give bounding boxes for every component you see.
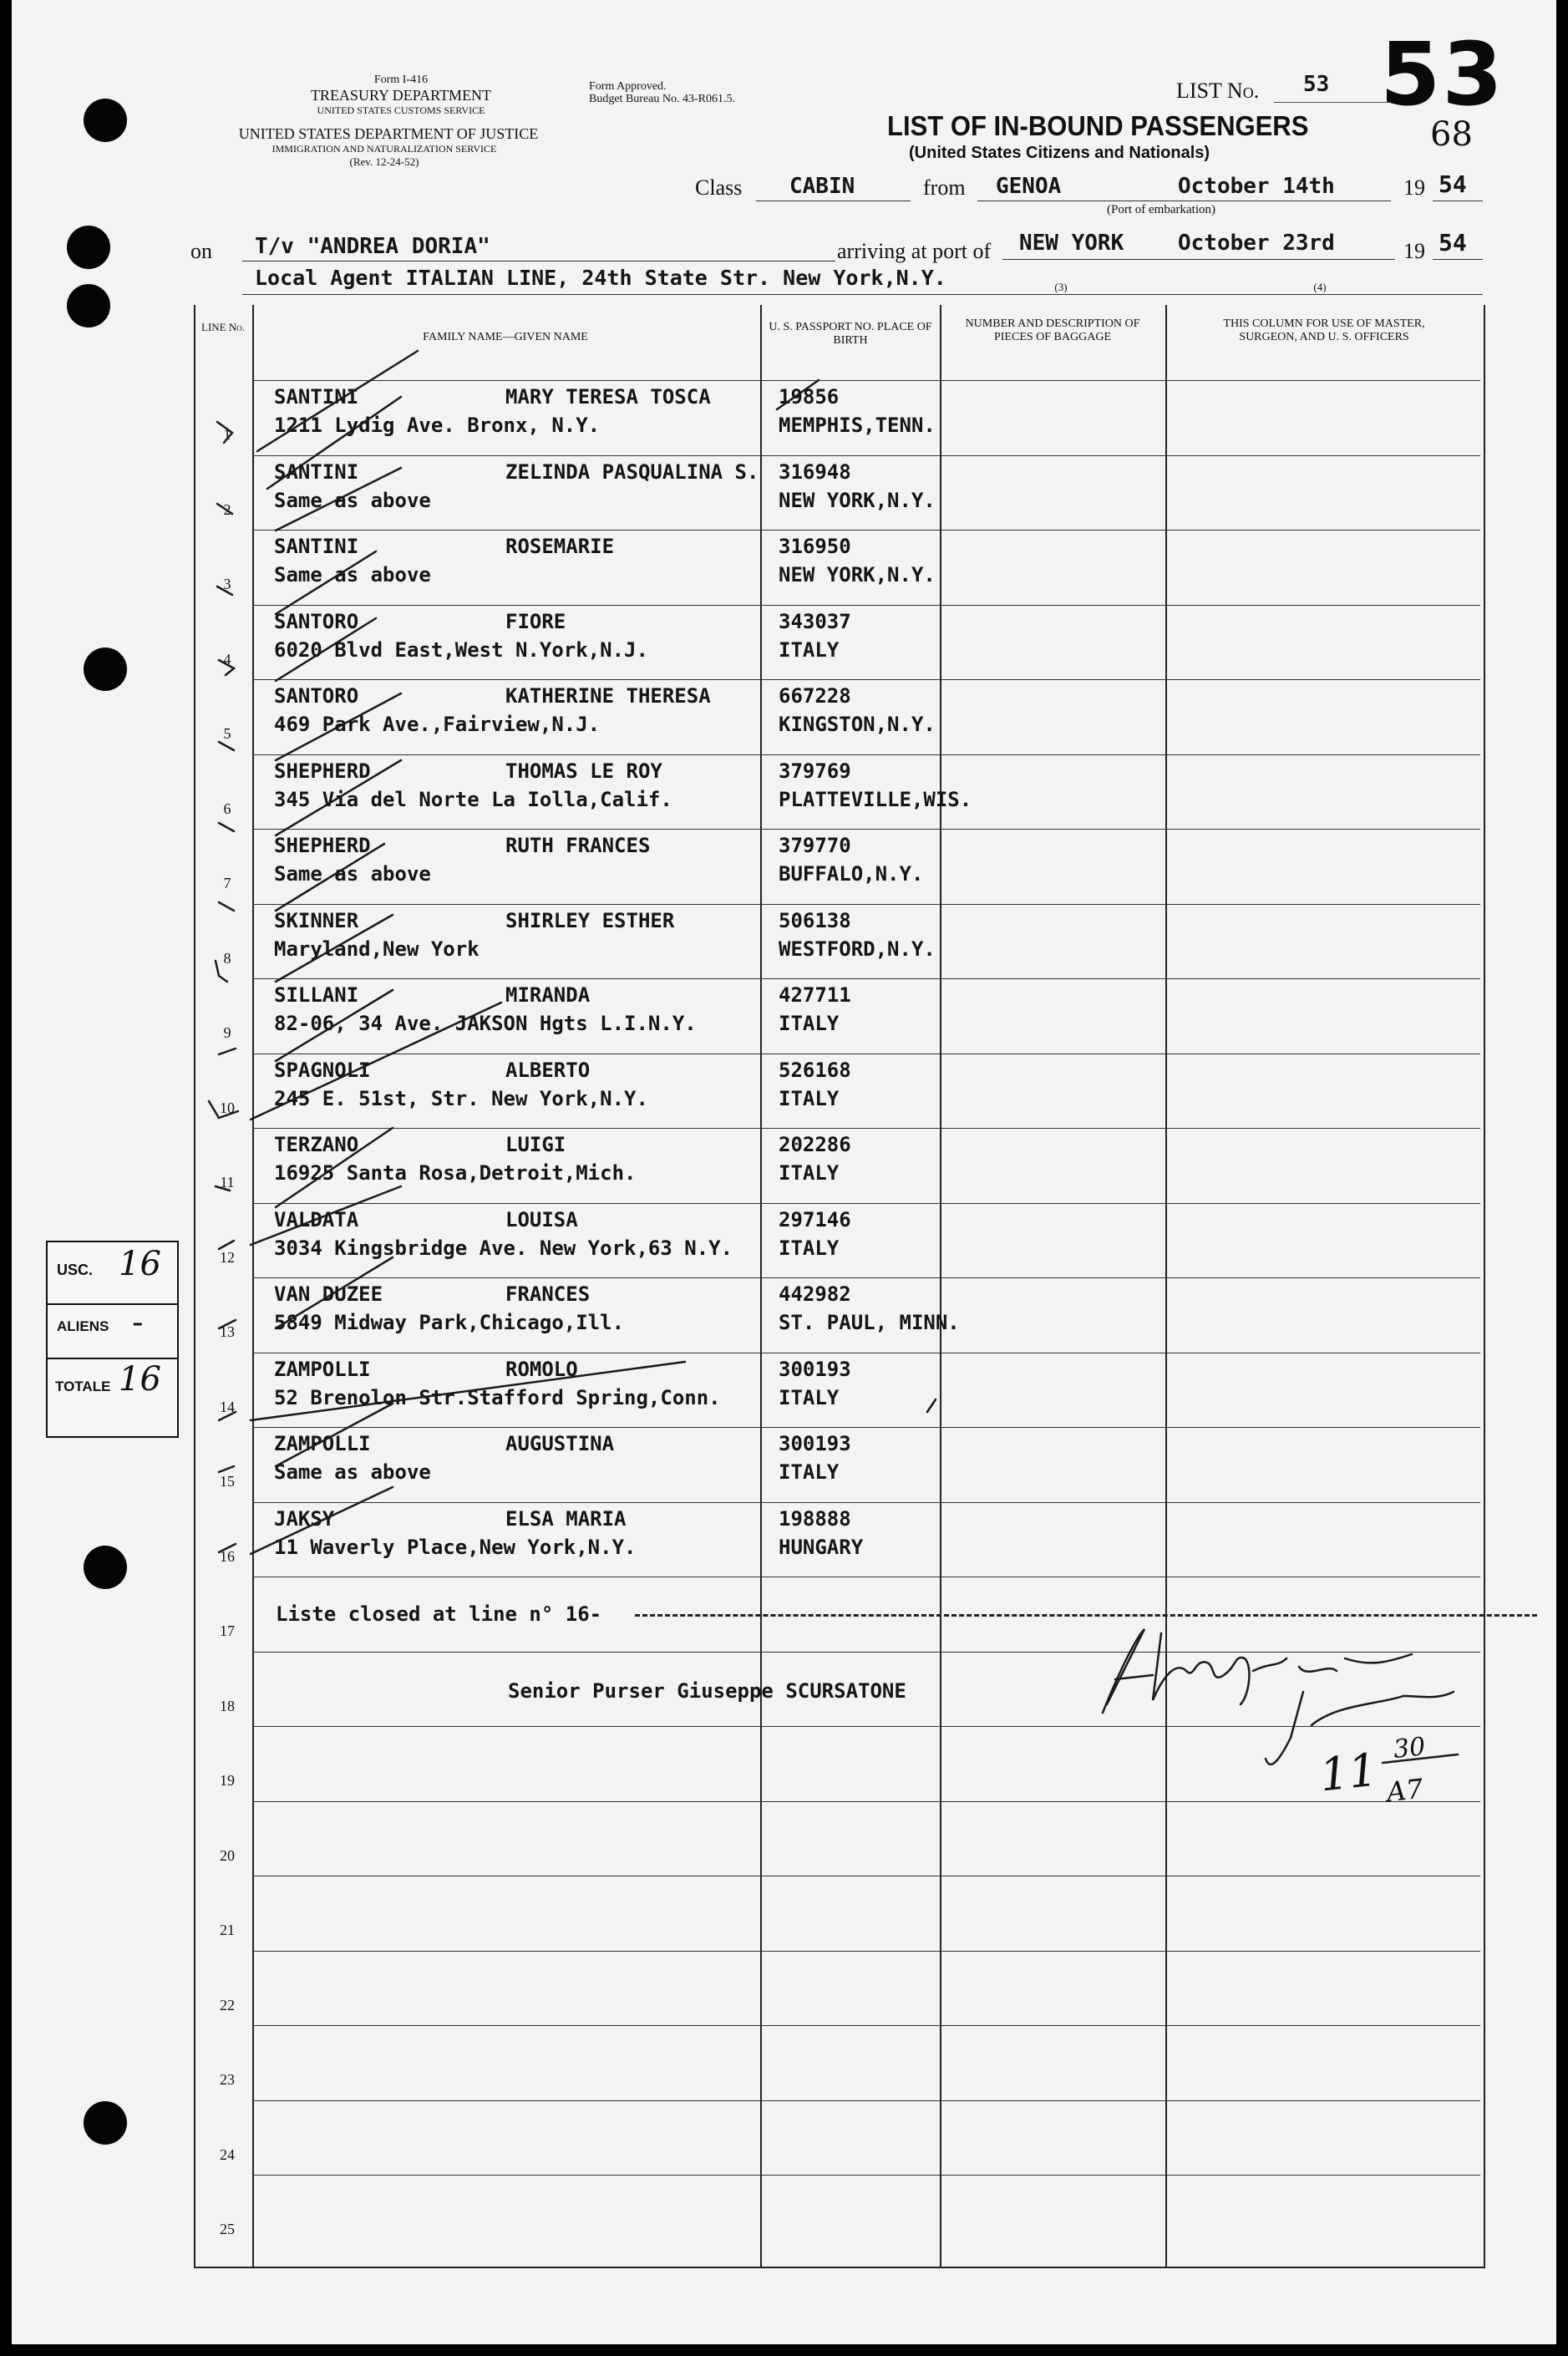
line-number: 11	[220, 1174, 235, 1191]
address: Same as above	[274, 1460, 431, 1484]
revision: (Rev. 12-24-52)	[349, 155, 419, 168]
col-header-officers: THIS COLUMN FOR USE OF MASTER, SURGEON, AND U. S. OFFICERS	[1223, 317, 1425, 343]
given-name: SHIRLEY ESTHER	[505, 908, 675, 932]
form-approved: Form Approved.	[589, 80, 667, 93]
place-of-birth: WESTFORD,N.Y.	[779, 937, 936, 961]
address: 3034 Kingsbridge Ave. New York,63 N.Y.	[274, 1236, 733, 1260]
given-name: ELSA MARIA	[505, 1506, 627, 1531]
customs-service: UNITED STATES CUSTOMS SERVICE	[317, 104, 485, 116]
passport-number: 427711	[779, 983, 851, 1007]
place-of-birth: MEMPHIS,TENN.	[779, 414, 936, 437]
footnote-4: (4)	[1313, 281, 1327, 293]
closing-dashes	[635, 1614, 1537, 1617]
given-name: ROMOLO	[505, 1357, 578, 1381]
address: Same as above	[274, 563, 431, 586]
family-name: TERZANO	[274, 1133, 359, 1156]
family-name: ZAMPOLLI	[274, 1432, 371, 1455]
embark-year: 54	[1439, 170, 1467, 198]
place-of-birth: HUNGARY	[779, 1535, 864, 1559]
senior-purser: Senior Purser Giuseppe SCURSATONE	[508, 1679, 906, 1703]
aliens-value: -	[132, 1303, 144, 1342]
line-number: 16	[220, 1547, 235, 1565]
passport-number: 202286	[779, 1133, 851, 1156]
address: 1211 Lydig Ave. Bronx, N.Y.	[274, 414, 601, 437]
page-title: LIST OF IN-BOUND PASSENGERS	[887, 110, 1309, 141]
address: Same as above	[274, 862, 431, 886]
aliens-label: ALIENS	[57, 1318, 109, 1334]
given-name: ROSEMARIE	[505, 535, 615, 558]
page-subtitle: (United States Citizens and Nationals)	[909, 144, 1210, 162]
family-name: SANTINI	[274, 460, 359, 484]
address: 52 Brenolon Str.Stafford Spring,Conn.	[274, 1385, 721, 1409]
list-no-value: 53	[1303, 72, 1330, 97]
line-number: 7	[223, 875, 231, 891]
usc-label: USC.	[57, 1262, 94, 1278]
given-name: FIORE	[505, 609, 566, 633]
family-name: SHEPHERD	[274, 834, 371, 857]
class-value: CABIN	[789, 174, 855, 199]
line-number: 22	[220, 1996, 235, 2013]
family-name: SANTINI	[274, 535, 359, 558]
given-name: KATHERINE THERESA	[505, 684, 711, 708]
arriving-label: arriving at port of	[837, 239, 992, 263]
on-label: on	[190, 239, 212, 263]
address: 345 Via del Norte La Iolla,Calif.	[274, 787, 672, 811]
family-name: VAN DUZEE	[274, 1282, 383, 1306]
embark-date: October 14th	[1178, 174, 1335, 199]
address: Same as above	[274, 488, 431, 512]
passport-number: 667228	[779, 684, 851, 708]
col-header-line-no: LINE No.	[201, 321, 245, 333]
passport-number: 379769	[779, 759, 851, 783]
punch-hole	[84, 2101, 127, 2145]
line-number: 20	[220, 1846, 235, 1864]
line-number: 18	[220, 1697, 235, 1714]
punch-hole	[84, 647, 127, 691]
address: 469 Park Ave.,Fairview,N.J.	[274, 713, 601, 736]
passport-number: 526168	[779, 1058, 851, 1082]
line-number: 1	[223, 426, 231, 443]
place-of-birth: NEW YORK,N.Y.	[779, 488, 936, 512]
passport-number: 297146	[779, 1207, 851, 1231]
passport-number: 343037	[779, 609, 851, 633]
arrival-year: 54	[1439, 229, 1467, 256]
col-header-name: FAMILY NAME—GIVEN NAME	[423, 331, 588, 343]
line-number: 10	[220, 1099, 235, 1116]
place-of-birth: PLATTEVILLE,WIS.	[779, 787, 972, 811]
line-number: 19	[220, 1772, 235, 1789]
from-label: from	[923, 175, 966, 200]
passport-number: 19856	[779, 385, 840, 409]
family-name: SANTORO	[274, 684, 359, 708]
usc-value: 16	[119, 1245, 161, 1283]
passport-number: 316950	[779, 535, 851, 558]
given-name: AUGUSTINA	[505, 1432, 615, 1455]
punch-hole	[67, 226, 110, 269]
line-number: 15	[220, 1473, 235, 1490]
passport-number: 316948	[779, 460, 851, 484]
local-agent-line: Local Agent ITALIAN LINE, 24th State Str. New York,N.Y.	[255, 266, 946, 290]
class-label: Class	[695, 175, 743, 200]
line-number: 23	[220, 2071, 235, 2088]
given-name: RUTH FRANCES	[505, 834, 651, 857]
department-justice: UNITED STATES DEPARTMENT OF JUSTICE	[238, 125, 539, 142]
place-of-birth: ITALY	[779, 1012, 840, 1035]
place-of-birth: ITALY	[779, 1460, 840, 1484]
family-name: SANTORO	[274, 609, 359, 633]
given-name: THOMAS LE ROY	[505, 759, 662, 783]
page-number: 68	[1430, 115, 1473, 154]
address: 11 Waverly Place,New York,N.Y.	[274, 1535, 637, 1559]
total-label: TOTALE	[55, 1379, 111, 1394]
address: 245 E. 51st, Str. New York,N.Y.	[274, 1086, 648, 1110]
from-value: GENOA	[996, 174, 1062, 199]
given-name: ALBERTO	[505, 1058, 591, 1082]
family-name: SILLANI	[274, 983, 359, 1007]
footnote-3: (3)	[1054, 281, 1068, 293]
given-name: LOUISA	[505, 1207, 578, 1231]
place-of-birth: ITALY	[779, 1161, 840, 1185]
family-name: SHEPHERD	[274, 759, 371, 783]
total-value: 16	[119, 1360, 161, 1399]
address: 82-06, 34 Ave. JAKSON Hgts L.I.N.Y.	[274, 1012, 697, 1035]
department: TREASURY DEPARTMENT	[310, 87, 492, 104]
line-number: 21	[220, 1922, 235, 1938]
family-name: SANTINI	[274, 385, 359, 409]
family-name: SPAGNOLI	[274, 1058, 371, 1082]
immigration-service: IMMIGRATION AND NATURALIZATION SERVICE	[271, 143, 497, 155]
line-number: 2	[223, 500, 231, 518]
budget-bureau: Budget Bureau No. 43-R061.5.	[589, 93, 735, 105]
address: 5849 Midway Park,Chicago,Ill.	[274, 1311, 625, 1334]
handwritten-fraction-bottom: A7	[1385, 1772, 1425, 1809]
place-of-birth: ITALY	[779, 1236, 840, 1260]
place-of-birth: ITALY	[779, 1086, 840, 1110]
family-name: VALDATA	[274, 1207, 359, 1231]
punch-hole	[84, 1546, 127, 1589]
line-number: 25	[220, 2221, 235, 2237]
handwritten-fraction-top: 30	[1392, 1732, 1427, 1764]
arrival-year-prefix: 19	[1403, 239, 1425, 263]
punch-hole	[67, 284, 110, 328]
passport-number: 300193	[779, 1432, 851, 1455]
given-name: ZELINDA PASQUALINA S.	[505, 460, 759, 484]
place-of-birth: ITALY	[779, 637, 840, 662]
punch-hole	[84, 99, 127, 142]
given-name: FRANCES	[505, 1282, 591, 1306]
passport-number: 379770	[779, 834, 851, 857]
place-of-birth: BUFFALO,N.Y.	[779, 862, 924, 886]
place-of-birth: KINGSTON,N.Y.	[779, 713, 936, 736]
line-number: 4	[223, 650, 231, 668]
given-name: LUIGI	[505, 1133, 566, 1156]
line-number: 8	[223, 949, 231, 967]
handwritten-fraction-whole: 11	[1317, 1743, 1380, 1802]
vessel-name: T/v "ANDREA DORIA"	[255, 234, 490, 259]
given-name: MIRANDA	[505, 983, 591, 1007]
line-number: 12	[220, 1248, 235, 1266]
place-of-birth: NEW YORK,N.Y.	[779, 563, 936, 586]
family-name: ZAMPOLLI	[274, 1357, 371, 1381]
line-number: 24	[220, 2145, 235, 2163]
line-number: 5	[223, 725, 231, 742]
passport-number: 506138	[779, 908, 851, 932]
list-no-label: LIST No.	[1176, 79, 1260, 103]
line-number: 13	[220, 1323, 235, 1340]
passport-number: 442982	[779, 1282, 851, 1306]
col-header-passport: U. S. PASSPORT NO. PLACE OF BIRTH	[769, 321, 932, 347]
port-caption: (Port of embarkation)	[1107, 203, 1215, 216]
line-number: 3	[223, 576, 231, 592]
embark-year-prefix: 19	[1403, 175, 1425, 200]
form-number: Form I-416	[373, 74, 429, 86]
family-name: JAKSY	[274, 1506, 335, 1531]
line-number: 6	[223, 800, 231, 817]
line-number: 9	[223, 1024, 231, 1041]
given-name: MARY TERESA TOSCA	[505, 385, 711, 409]
line-number: 17	[220, 1622, 235, 1639]
liste-closed: Liste closed at line n° 16-	[276, 1602, 602, 1626]
passport-number: 198888	[779, 1506, 851, 1531]
line-number: 14	[220, 1398, 235, 1415]
col-header-baggage: NUMBER AND DESCRIPTION OF PIECES OF BAGGAGE	[965, 317, 1140, 343]
address: 6020 Blvd East,West N.York,N.J.	[274, 637, 648, 662]
stamped-list-number: 53	[1380, 23, 1505, 125]
address: Maryland,New York	[274, 937, 480, 961]
place-of-birth: ITALY	[779, 1385, 840, 1409]
family-name: SKINNER	[274, 908, 359, 932]
address: 16925 Santa Rosa,Detroit,Mich.	[274, 1161, 637, 1185]
passport-number: 300193	[779, 1357, 851, 1381]
arrival-date: October 23rd	[1178, 231, 1335, 256]
arrival-port: NEW YORK	[1019, 231, 1124, 256]
place-of-birth: ST. PAUL, MINN.	[779, 1311, 960, 1334]
